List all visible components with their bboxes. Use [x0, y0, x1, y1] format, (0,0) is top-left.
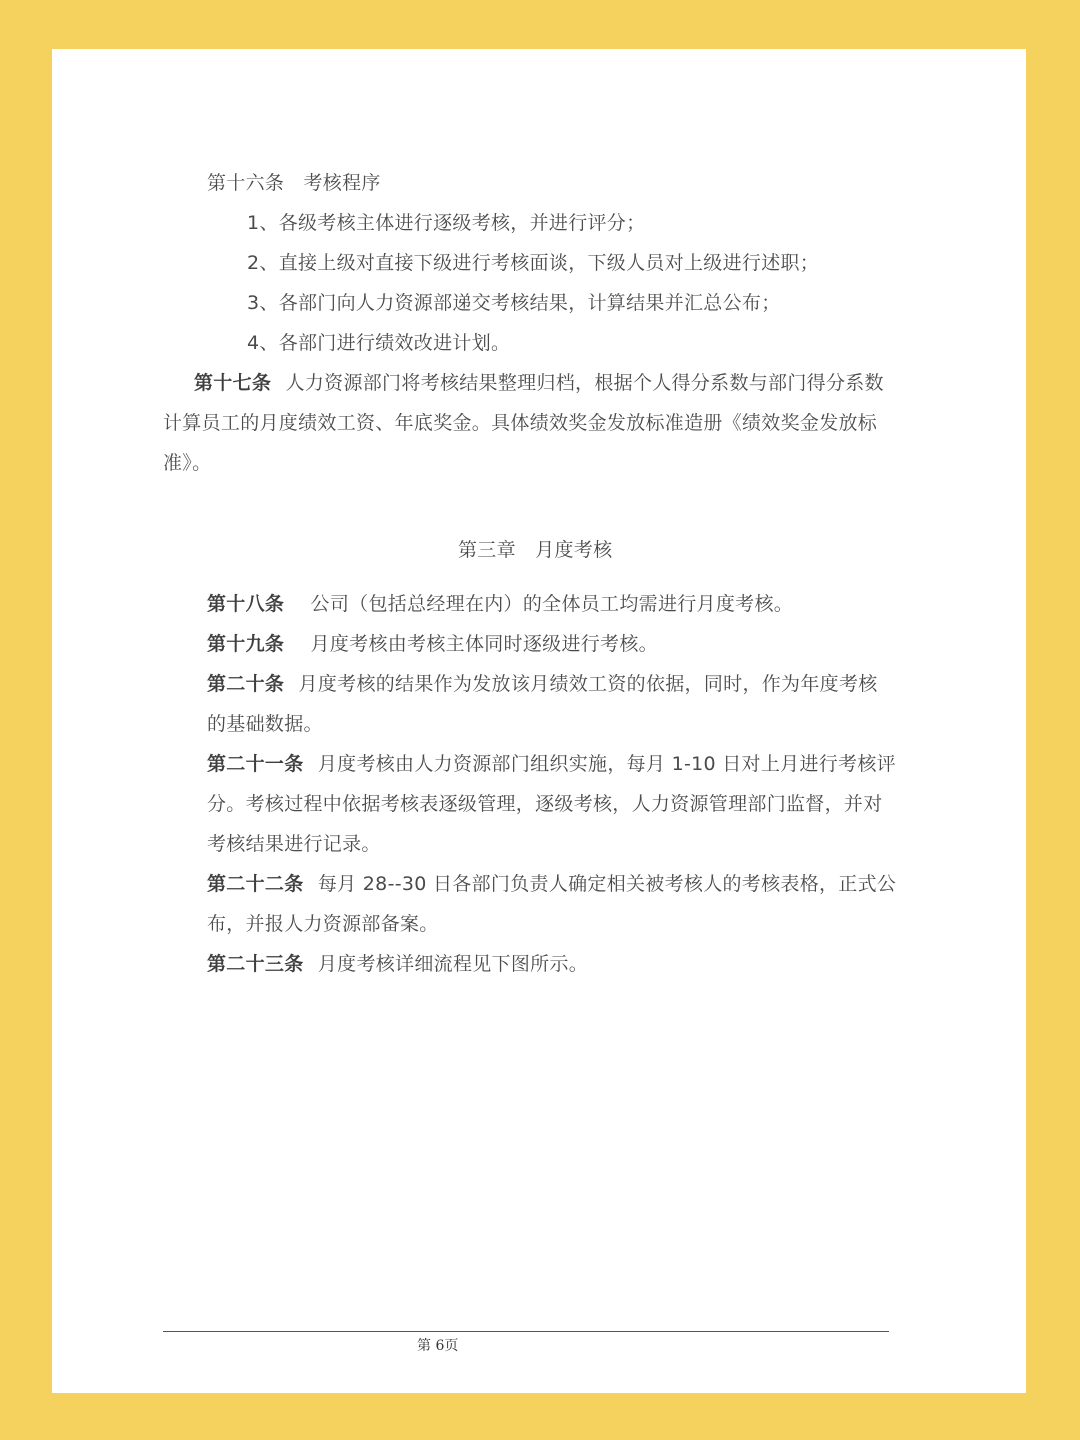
- document-page: [52, 49, 1026, 1393]
- article-22-line-2: 布，并报人力资源部备案。: [207, 913, 439, 935]
- article-21-label: 第二十一条: [207, 753, 304, 775]
- article-17-line-3: 准》。: [163, 452, 212, 474]
- article-19-label: 第十九条: [207, 633, 285, 655]
- article-21-line-3: 考核结果进行记录。: [207, 833, 381, 855]
- page-number: 第 6页: [417, 1338, 459, 1354]
- article-21: [207, 752, 896, 776]
- article-16-title: 第十六条 考核程序: [207, 172, 381, 194]
- article-20-label: 第二十条: [207, 673, 285, 695]
- article-17-line-1: 人力资源部门将考核结果整理归档，根据个人得分系数与部门得分系数: [285, 372, 884, 394]
- article-18-label: 第十八条: [207, 593, 285, 615]
- article-16-item-1: 1、各级考核主体进行逐级考核，并进行评分；: [247, 212, 646, 234]
- article-23-label: 第二十三条: [207, 953, 304, 975]
- article-22-line-1: 每月 28--30 日各部门负责人确定相关被考核人的考核表格，正式公: [317, 873, 897, 895]
- article-19-text: 月度考核由考核主体同时逐级进行考核。: [310, 633, 658, 655]
- article-17-line-2: 计算员工的月度绩效工资、年底奖金。具体绩效奖金发放标准造册《绩效奖金发放标: [163, 412, 878, 434]
- article-20-line-2: 的基础数据。: [207, 713, 323, 735]
- article-21-line-1: 月度考核由人力资源部门组织实施，每月 1-10 日对上月进行考核评: [317, 753, 896, 775]
- article-18-text: 公司（包括总经理在内）的全体员工均需进行月度考核。: [310, 593, 794, 615]
- article-20: [207, 672, 878, 696]
- article-17-label: 第十七条: [194, 372, 272, 394]
- article-16-item-3: 3、各部门向人力资源部递交考核结果，计算结果并汇总公布；: [247, 292, 781, 314]
- article-16-item-4: 4、各部门进行绩效改进计划。: [247, 332, 511, 354]
- article-20-line-1: 月度考核的结果作为发放该月绩效工资的依据，同时，作为年度考核: [298, 673, 878, 695]
- article-23-text: 月度考核详细流程见下图所示。: [317, 953, 589, 975]
- footer-divider: [163, 1331, 889, 1332]
- article-22-label: 第二十二条: [207, 873, 304, 895]
- chapter-title: 第三章 月度考核: [458, 539, 613, 561]
- article-17-paragraph: [194, 371, 884, 395]
- article-23: [207, 952, 588, 976]
- article-21-line-2: 分。考核过程中依据考核表逐级管理，逐级考核，人力资源管理部门监督，并对: [207, 793, 883, 815]
- article-16-item-2: 2、直接上级对直接下级进行考核面谈，下级人员对上级进行述职；: [247, 252, 820, 274]
- article-18: [207, 592, 793, 616]
- article-22: [207, 872, 896, 896]
- article-19: [207, 632, 658, 656]
